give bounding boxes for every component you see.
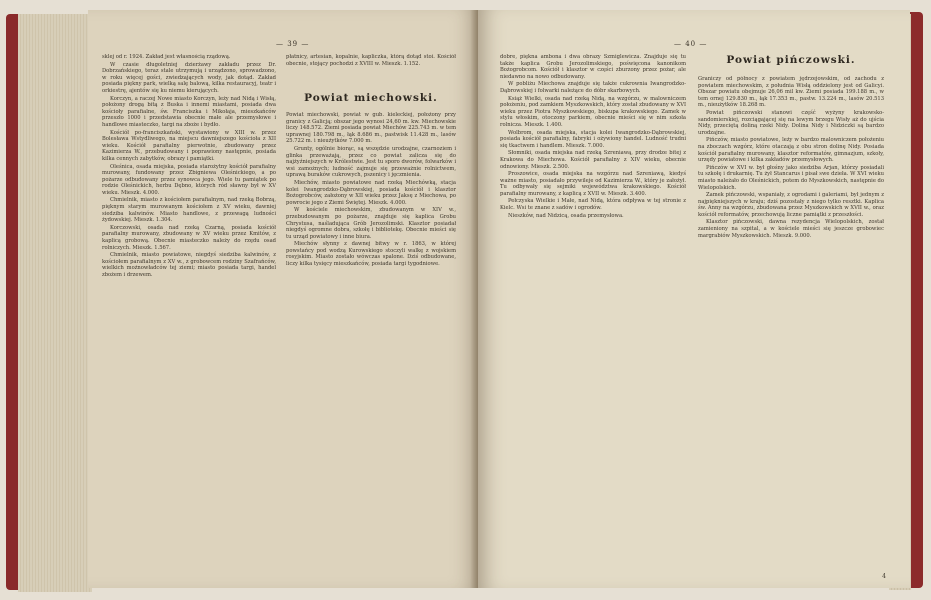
left-page [88, 10, 478, 588]
right-page-column-2 [698, 76, 884, 570]
printer-signature-mark: 4 [882, 573, 886, 580]
left-page-column-2 [286, 112, 456, 570]
paragraph: Oleśnica, osada miejska, posiada starożytny kościół parafialny murowany, fundowany przez Zbigniewa Oleśnickiego, a po pożarze odbudowany przez synowca jego. Wiele tu pamiątek po rodzie Oleśnickich, herbu Dębno, których ród sławny był w XV wieku. Mieszk. 4.000. [102, 163, 276, 196]
paragraph: Wolbrom, osada miejska, stacja kolei Iwangrodzko-Dąbrowskiej, posiada kościół parafialny, fabryki i ożywiony handel. Ludność trudni się tkactwem i handlem. Mieszk. 7.000. [500, 129, 686, 149]
paragraph: Kościół po-franciszkański, wystawiony w XIII w. przez Bolesława Wstydliwego, na miejscu dawniejszego kościoła z XII wieku. Kościół parafialny pierwotnie, zbudowany przez Kazimierza W., przebudowany i poprawiony następnie, posiada kilka cennych zabytków, obrazy i pamiątki. [102, 129, 276, 162]
paragraph: Korczyn, a raczej Nowe miasto Korczyn, leży nad Nidą i Wisłą, położony drogą bitą z Buska i innemi miastami, posiada dwa kościoły parafialne, św. Franciszka i Mikołaja, mieszkańców przeszło 1000 i przedstawia obecnie małe ale przemysłowe i handlowe miasteczko, targi na zboże i bydło. [102, 95, 276, 128]
paragraph: Powiat pińczowski stanowi część wyżyny krakowsko-sandomierskiej, rozciągającej się na lewym brzegu Wisły aż do ujścia Nidy, przeciętą doliną rzeki Nidy. Dolina Nidy i Nidziczki są bardzo urodzajne. [698, 109, 884, 136]
left-page-column-2-top [286, 54, 456, 84]
right-page [478, 10, 910, 588]
paragraph: Książ Wielki, osada nad rzeką Nidą, na wzgórzu, w malowniczem położeniu, pod zamkiem Myszkowskich, który został zbudowany w XVI wieku przez Piotra Myszkowskiego, biskupa krakowskiego. Zamek w stylu włoskim, otoczony parkiem, obecnie mieści się w nim szkoła rolnicza. Mieszk. 1.400. [500, 95, 686, 128]
book-cover-right [909, 12, 923, 588]
paragraph: Klasztor pińczowski, dawna rezydencja Wielopolskich, został zamieniony na szpital, a w kościele mieści się jeszcze grobowiec margrabiów Myszkowskich. Mieszk. 9.000. [698, 219, 884, 239]
paragraph: Powiat miechowski, powiat w gub. kieleckiej, położony przy granicy z Galicją; obszar jego wynosi 24,60 m. kw. Miechowskie liczy 148.572. Ziemi posiada powiat Miechów 225.743 m. w tem uprawnej 180.798 m., łąk 8.686 m., pastwisk 11.428 m., lasów 25.722 m. i nieużytków 7.000 m. [286, 112, 456, 145]
paragraph: Chmielnik, miasto z kościołem parafialnym, nad rzeką Bobrzą, pięknym starym murowanym kościołem z XV wieku, dawniej siedziba kalwinów. Miasto handlowe, z przewagą ludności żydowskiej. Mieszk. 1.304. [102, 197, 276, 224]
paragraph: Pełczyska Wielkie i Małe, nad Nidą, która odpływa w tej stronie z Kielc. Wsi te znane z sadów i ogrodów. [500, 198, 686, 212]
paragraph: W kościele miechowskim, zbudowanym w XIV w., przebudowanym po pożarze, znajduje się kaplica Grobu Chrystusa, naśladująca Grób Jerozolimski. Klasztor posiadał niegdyś ogromne dobra, szkołę i bibliotekę. Obecnie mieści się tu urząd powiatowy i inne biura. [286, 207, 456, 240]
paragraph: Proszowice, osada miejska na wzgórzu nad Szreniawą, kiedyś ważne miasto, posiadało przywileje od Kazimierza W., który je założył. Tu odbywały się sejmiki województwa krakowskiego. Kościół parafialny murowany, z kaplicą z XVII w. Mieszk. 3.400. [500, 171, 686, 197]
left-page-number: — 39 — [276, 40, 310, 48]
paragraph: W pobliżu Miechowa znajduje się także cukrownia Iwangrodzko-Dąbrowskiej i folwarki należące do dóbr skarbowych. [500, 81, 686, 94]
section-heading-pinczowski: Powiat pińczowski. [726, 54, 856, 66]
right-page-number: — 40 — [674, 40, 708, 48]
paragraph: Chmielnik, miasto powiatowe, niegdyś siedziba kalwinów, z kościołem parafialnym z XV w., z grobowcem rodziny Szafrańców, wielkich możnowładców tej ziemi; miasto posiada targi, handel zbożem i drzewem. [102, 252, 276, 278]
right-page-column-1 [500, 54, 686, 570]
paragraph: Miechów słynny z dawnej bitwy w r. 1863, w której powstańcy pod wodzą Kurowskiego stoczyli walkę z wojskiem rosyjskim. Miasto zostało wówczas spalone. Dziś odbudowane, liczy kilka tysięcy mieszkańców, posiada targi tygodniowe. [286, 241, 456, 268]
section-heading-miechowski: Powiat miechowski. [304, 92, 438, 104]
page-edges-left [18, 14, 92, 592]
paragraph: Miechów, miasto powiatowe nad rzeką Miechówką, stacja kolei Iwangrodzko-Dąbrowskiej, posiada kościół i klasztor Bożogrobców, założony w XII wieku przez Jaksę z Miechowa, po powrocie jego z Ziemi Świętej. Mieszk. 4.000. [286, 179, 456, 206]
left-page-column-1 [102, 54, 276, 570]
paragraph: Nieszków, nad Nidzicą, osada przemysłowa. [508, 212, 624, 219]
paragraph: Grunty, ogólnie biorąc, są wszędzie urodzajne, czarnoziem i glinka przeważają, przez co powiat zalicza się do najżyźniejszych w Królestwie. Jest tu sporo dworów, folwarków i wsi zamożnych; ludność zajmuje się przeważnie rolnictwem, uprawą buraków cukrowych, pszenicy i jęczmienia. [286, 145, 456, 179]
paragraph: Pińczów w XVI w. był głośny jako siedziba Arjan, którzy posiadali tu szkołę i drukarnię. Tu żył Stancarus i pisał swe dzieła. W XVI wieku miasto należało do Oleśnickich, potem do Myszkowskich, następnie do Wielopolskich. [698, 164, 884, 191]
paragraph: Zamek pińczowski, wspaniały, z ogrodami i galeriami, był jednym z najpiękniejszych w kraju; dziś pozostały z niego tylko resztki. Kaplica św. Anny na wzgórzu, zbudowana przez Myszkowskich w XVII w., oraz kościół reformatów, przechowują liczne pamiątki z przeszłości. [698, 192, 884, 218]
paragraph: Korczowski, osada nad rzeką Czarną, posiada kościół parafialny murowany, zbudowany w XV wieku przez Kmitów, z kaplicą grobową. Obecnie miasteczko należy do rzędu osad rolniczych. Mieszk. 1.567. [102, 224, 276, 251]
paragraph: Słomniki, osada miejska nad rzeką Szreniawą, przy drodze bitej z Krakowa do Miechowa. Kościół parafialny z XIV wieku, obecnie odnowiony. Mieszk. 2.500. [500, 150, 686, 170]
paragraph: Pińczów, miasto powiatowe, leży w bardzo malowniczem położeniu na zboczach wzgórz, które otaczają z obu stron dolinę Nidy. Posiada kościół parafialny murowany, klasztor reformatów, gimnazjum, szkoły, urzędy powiatowe i kilka zakładów przemysłowych. [698, 137, 884, 164]
paragraph: płatnicy, artesian, kopalnie, kapliczka, którą dotąd stoi. Kościół obecnie, stojący pochodzi z XVIII w. Mieszk. 1.152. [286, 54, 456, 67]
paragraph: dobre, piękna ambona i dwa obrazy Szmiglewicza. Znajduje się tu także kaplica Grobu Jerozolimskiego, poświęcona kanonikom Bożogrobcom. Kościół i klasztor w części zburzony przez pożar, ale niedawno na nowo odbudowany. [500, 54, 686, 80]
paragraph: Graniczy od północy z powiatem jędrzejowskim, od zachodu z powiatem miechowskim, z południa Wisłą oddzielony jest od Galicyi. Obszar powiatu obejmuje 26,06 mil kw. Ziemi posiada 199.188 m., w tem ornej 129.830 m., łąk 17.353 m., pastw. 13.224 m., lasów 20.513 m., nieużytków 18.268 m. [698, 76, 884, 109]
paragraph: sklej od r. 1924. Zakład jest własnością rządową. [102, 54, 231, 60]
paragraph: W czasie długoletniej dzierżawy zakładu przez Dr. Dobrzańskiego, teraz stale utrzymują i urządzono, sprowadzono, w roku więcej gości, zwiedzających wody, jak dotąd. Zakład posiada piękny park, wielką salę balową, kilka restauracyj, teatr i orkiestrę, ajentów się ku niemu kierujących. [102, 61, 276, 94]
